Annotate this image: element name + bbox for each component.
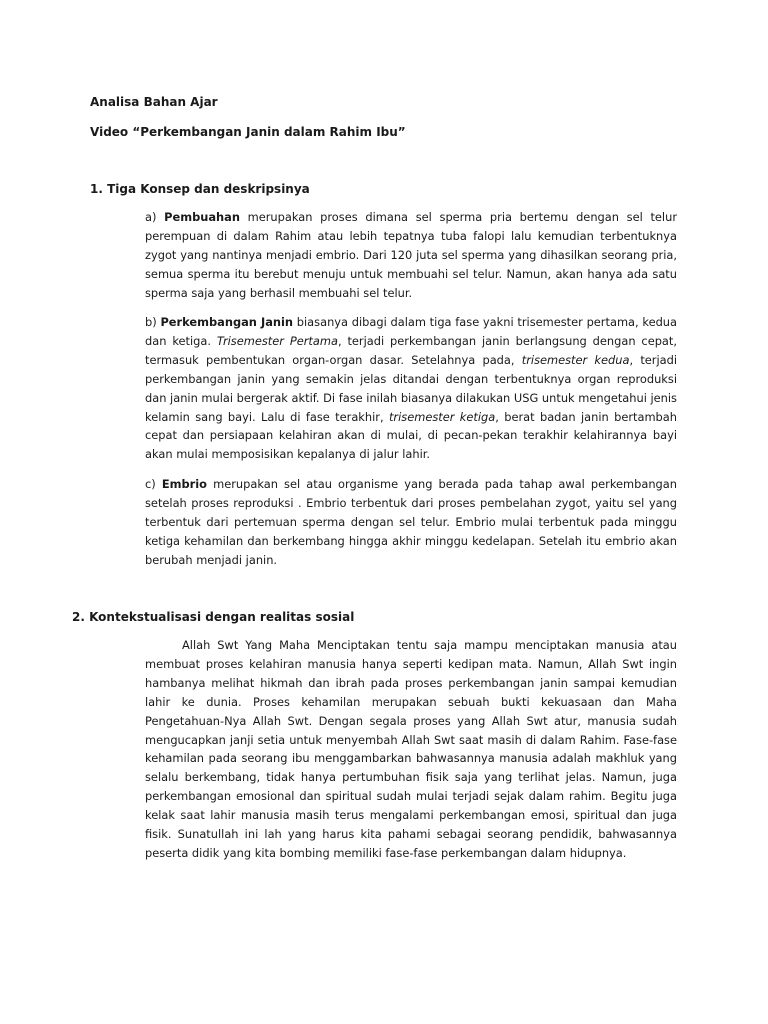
section-heading-concepts: 1. Tiga Konsep dan deskripsinya bbox=[90, 182, 310, 196]
document-title: Analisa Bahan Ajar bbox=[90, 95, 218, 109]
definition-text: , terjadi perkembangan janin berlangsung dengan cepat, termasuk pembentukan organ-organ dasar. Setelahnya pada, bbox=[145, 333, 678, 367]
paragraph-pembuahan bbox=[145, 208, 677, 303]
section-heading-context: 2. Kontekstualisasi dengan realitas sosial bbox=[72, 610, 355, 624]
definition-text: , berat badan janin bertambah cepat dan persiapaan kelahiran akan di mulai, di pecan-pekan terakhir kelahirannya bayi akan mulai memposisikan kepalanya di jalur lahir. bbox=[145, 409, 677, 462]
item-marker: c) bbox=[145, 477, 156, 491]
emphasis-trisemester-ketiga: trisemester ketiga bbox=[388, 409, 496, 424]
emphasis-trisemester-kedua: trisemester kedua bbox=[521, 352, 630, 367]
document-subtitle: Video “Perkembangan Janin dalam Rahim Ibu” bbox=[90, 125, 406, 139]
paragraph-context: Allah Swt Yang Maha Menciptakan tentu saja mampu menciptakan manusia atau membuat proses kelahiran manusia hanya seperti kedipan mata. Namun, Allah Swt ingin hambanya melihat hikmah dan ibrah pada proses perkembangan janin sampai kemudian lahir ke dunia. Proses kehamilan merupakan sebuah bukti kekuasaan dan Maha Pengetahuan-Nya Allah Swt. Dengan segala proses yang Allah Swt atur, manusia sudah mengucapkan janji setia untuk menyembah Allah Swt saat masih di dalam Rahim. Fase-fase kehamilan pada seorang ibu menggambarkan bahwasannya manusia adalah makhluk yang selalu berkembang, tidak hanya pertumbuhan fisik saja yang terlihat jelas. Namun, juga perkembangan emosional dan spiritual sudah mulai terjadi sejak dalam rahim. Begitu juga kelak saat lahir manusia masih terus mengalami perkembangan emosi, spiritual dan juga fisik. Sunatullah ini lah yang harus kita pahami sebagai seorang pendidik, bahwasannya peserta didik yang kita bombing memiliki fase-fase perkembangan dalam hidupnya. bbox=[145, 638, 677, 860]
emphasis-trisemester-pertama: Trisemester Pertama bbox=[216, 333, 338, 348]
definition-text: merupakan proses dimana sel sperma pria bertemu dengan sel telur perempuan di dalam Rahim atau lebih tepatnya tuba falopi lalu kemudian terbentuknya zygot yang nantinya menjadi embrio. Dari 120 juta sel sperma yang dihasilkan seorang pria, semua sperma itu berebut menuju untuk membuahi sel telur. Namun, akan hanya ada satu sperma saja yang berhasil membuahi sel telur. bbox=[145, 210, 678, 300]
term-pembuahan: Pembuahan bbox=[164, 210, 240, 224]
item-marker: a) bbox=[145, 210, 157, 224]
item-marker: b) bbox=[145, 315, 157, 329]
definition-text: , terjadi perkembangan janin yang semakin jelas ditandai dengan terbentuknya organ reproduksi dan janin mulai bergerak aktif. Di fase inilah biasanya dilakukan USG untuk mengetahui jenis kelamin sang bayi. Lalu di fase terakhir, bbox=[145, 352, 678, 424]
definition-text: merupakan sel atau organisme yang berada pada tahap awal perkembangan setelah proses reproduksi . Embrio terbentuk dari proses pembelahan zygot, yaitu sel yang terbentuk dari pertemuan sperma dengan sel telur. Embrio mulai terbentuk pada minggu ketiga kehamilan dan berkembang hingga akhir minggu kedelapan. Setelah itu embrio akan berubah menjadi janin. bbox=[145, 477, 677, 567]
paragraph-embrio bbox=[145, 475, 677, 570]
definition-text: biasanya dibagi dalam tiga fase yakni trisemester pertama, kedua dan ketiga. bbox=[145, 315, 678, 348]
term-perkembangan-janin: Perkembangan Janin bbox=[160, 315, 294, 329]
paragraph-perkembangan-janin bbox=[145, 313, 677, 464]
term-embrio: Embrio bbox=[161, 477, 207, 491]
